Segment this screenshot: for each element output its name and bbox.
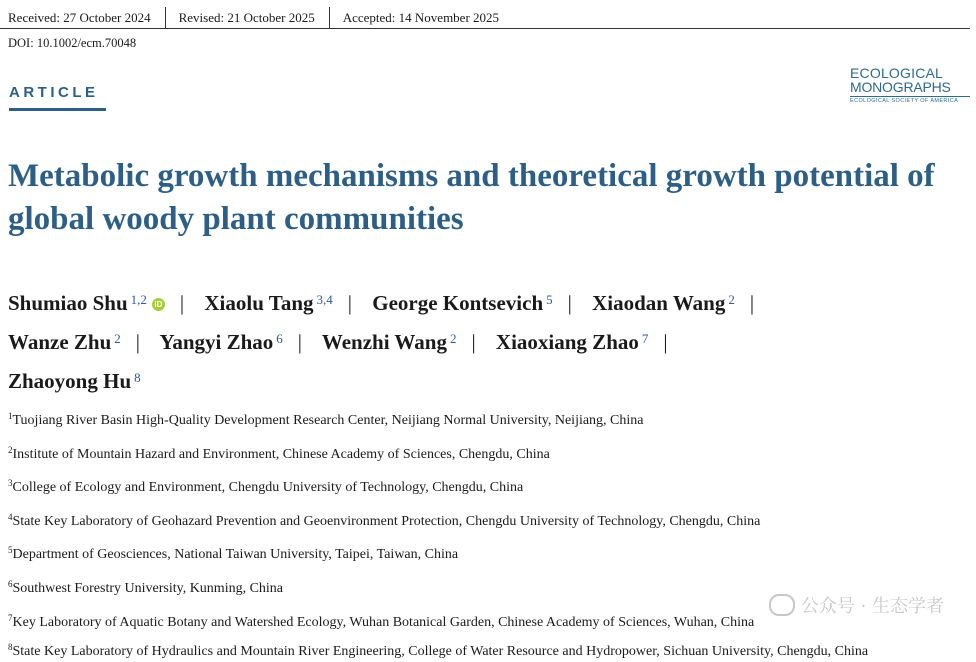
author-affiliation-ref[interactable]: 5 bbox=[546, 292, 553, 307]
affiliation: $^3$College of Ecology and Environment, Chengdu University of Technology, Chengdu, China bbox=[8, 478, 524, 496]
dates-bar bbox=[8, 7, 513, 29]
author-separator: | bbox=[749, 291, 755, 315]
divider bbox=[329, 7, 330, 29]
journal-logo bbox=[850, 66, 970, 105]
author[interactable]: Wenzhi Wang $^2$ bbox=[321, 330, 457, 354]
author-separator: | bbox=[567, 291, 572, 315]
article-type: ARTICLE bbox=[9, 84, 99, 101]
author-affiliation-ref[interactable]: 3,4 bbox=[316, 292, 333, 307]
author-affiliation-ref[interactable]: 2 bbox=[114, 331, 121, 346]
watermark-text: 公众号 · 生态学者 bbox=[800, 596, 944, 617]
logo-line-2: MONOGRAPHS bbox=[850, 80, 970, 97]
author-separator: | bbox=[297, 330, 302, 354]
wechat-icon bbox=[769, 594, 795, 616]
author-affiliation-ref[interactable]: 2 bbox=[449, 331, 457, 346]
article-type-underline bbox=[9, 108, 106, 111]
author[interactable]: Yangyi Zhao $^6$ bbox=[159, 330, 283, 354]
affiliation: $^6$Southwest Forestry University, Kunming, China bbox=[8, 578, 284, 596]
affiliation: $^8$State Key Laboratory of Hydraulics and Mountain River Engineering, College of Water Resource and Hydropower, Sichuan University, Chengdu, China bbox=[8, 642, 869, 660]
author[interactable]: Wanze Zhu $^2$ bbox=[8, 330, 121, 354]
received-date: Received: 27 October 2024 bbox=[8, 10, 151, 25]
author[interactable]: Xiaoxiang Zhao $^7$ bbox=[495, 330, 649, 354]
affiliation: $^5$Department of Geosciences, National Taiwan University, Taipei, Taiwan, China bbox=[8, 545, 459, 563]
watermark bbox=[769, 592, 944, 618]
author-separator: | bbox=[347, 291, 352, 315]
author[interactable]: George Kontsevich $^5$ bbox=[372, 291, 553, 315]
header-rule bbox=[172, 28, 970, 29]
author[interactable]: Zhaoyong Hu $^8$ bbox=[8, 369, 141, 393]
author-list bbox=[8, 282, 948, 399]
affiliation: $^4$State Key Laboratory of Geohazard Prevention and Geoenvironment Protection, Chengdu University of Technology, Chengdu, China bbox=[8, 511, 761, 529]
author[interactable]: Xiaolu Tang $^{3,4}$ bbox=[204, 291, 333, 315]
author[interactable]: Shumiao Shu $^{1,2}$ iD bbox=[8, 291, 165, 315]
author-separator: | bbox=[179, 291, 185, 315]
orcid-icon[interactable]: iD bbox=[152, 298, 165, 311]
logo-line-3: ECOLOGICAL SOCIETY OF AMERICA bbox=[850, 98, 959, 104]
author-affiliation-ref[interactable]: 6 bbox=[276, 331, 283, 346]
paper-title: Metabolic growth mechanisms and theoretical growth potential of global woody plant communities bbox=[8, 158, 935, 237]
logo-line-1: ECOLOGICAL bbox=[850, 65, 944, 81]
divider bbox=[165, 7, 166, 29]
affiliation: $^1$Tuojiang River Basin High-Quality Development Research Center, Neijiang Normal University, Neijiang, China bbox=[8, 411, 644, 428]
revised-date: Revised: 21 October 2025 bbox=[178, 10, 315, 25]
affiliation-list bbox=[8, 402, 958, 662]
author-affiliation-ref[interactable]: 7 bbox=[641, 331, 649, 346]
author[interactable]: Xiaodan Wang $^2$ bbox=[592, 291, 735, 315]
author-separator: | bbox=[663, 330, 668, 354]
author-affiliation-ref[interactable]: 1,2 bbox=[130, 292, 147, 307]
affiliation: $^2$Institute of Mountain Hazard and Environment, Chinese Academy of Sciences, Chengdu, China bbox=[8, 444, 550, 462]
author-separator: | bbox=[135, 330, 140, 354]
affiliation: $^7$Key Laboratory of Aquatic Botany and Watershed Ecology, Wuhan Botanical Garden, Chinese Academy of Sciences, Wuhan, China bbox=[8, 612, 755, 630]
accepted-date: Accepted: 14 November 2025 bbox=[342, 10, 500, 25]
header-rule bbox=[0, 28, 172, 29]
author-separator: | bbox=[471, 330, 476, 354]
author-affiliation-ref[interactable]: 8 bbox=[134, 370, 141, 385]
author-affiliation-ref[interactable]: 2 bbox=[728, 292, 735, 307]
doi[interactable]: DOI: 10.1002/ecm.70048 bbox=[8, 36, 137, 50]
